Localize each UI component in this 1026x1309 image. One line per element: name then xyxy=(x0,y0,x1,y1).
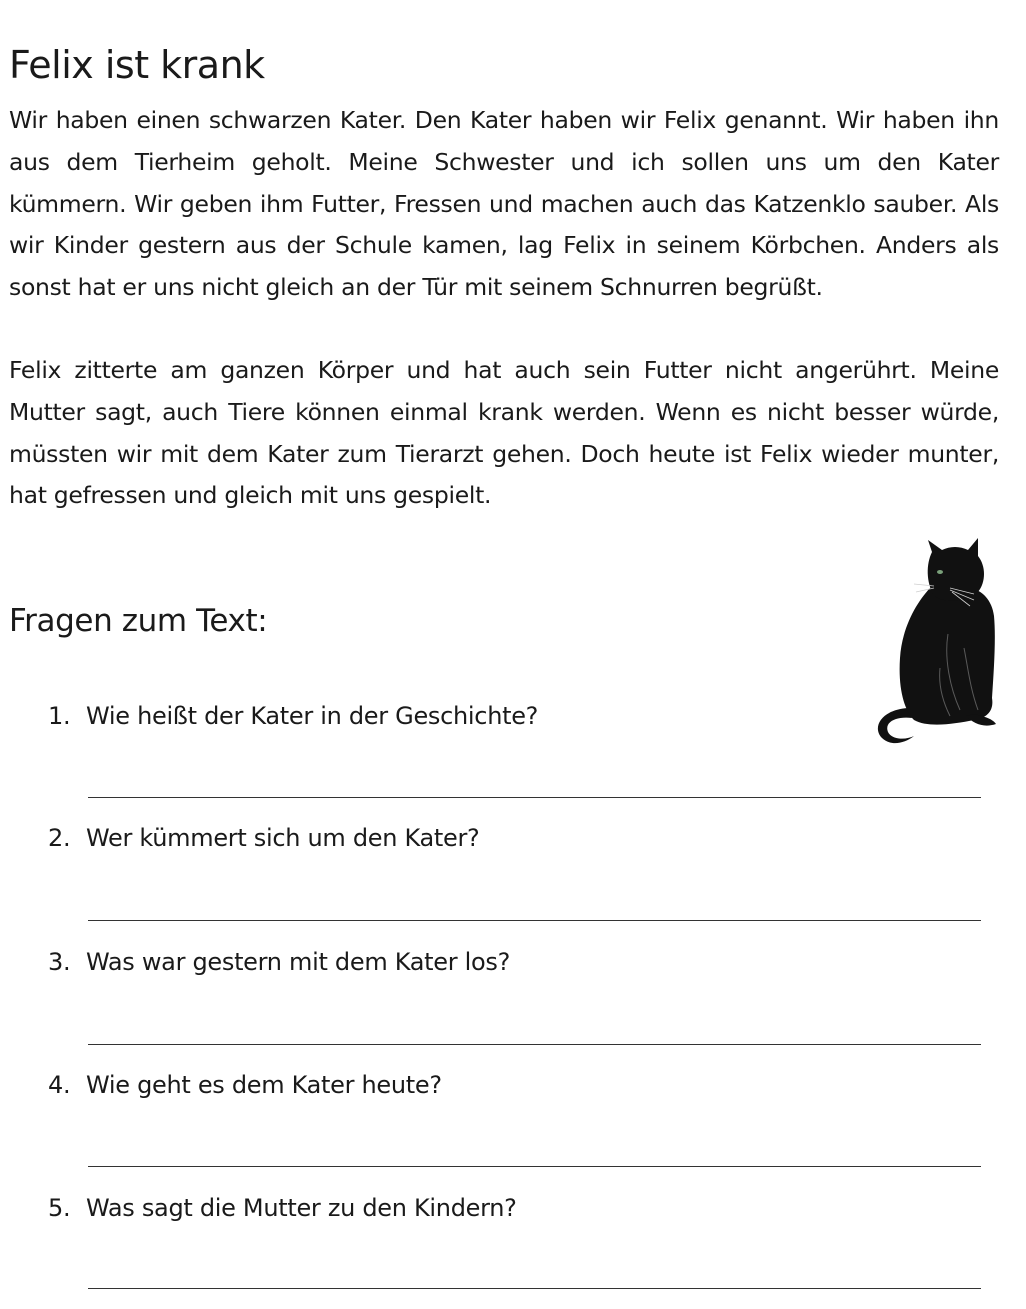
question-4 xyxy=(48,1065,442,1105)
answer-line-5[interactable] xyxy=(88,1288,981,1289)
cat-eye xyxy=(937,570,943,574)
question-number: 2. xyxy=(48,824,71,852)
question-3 xyxy=(48,942,510,982)
question-2 xyxy=(48,818,479,858)
worksheet-title: Felix ist krank xyxy=(9,43,265,87)
answer-line-4[interactable] xyxy=(88,1166,981,1167)
question-1 xyxy=(48,696,538,736)
question-text: Was war gestern mit dem Kater los? xyxy=(86,948,511,976)
question-text: Wie geht es dem Kater heute? xyxy=(86,1071,442,1099)
answer-line-3[interactable] xyxy=(88,1044,981,1045)
question-text: Was sagt die Mutter zu den Kindern? xyxy=(86,1194,517,1222)
story-paragraph-2: Felix zitterte am ganzen Körper und hat auch sein Futter nicht angerührt. Meine Mutter sagt, auch Tiere können einmal krank werden. Wenn es nicht besser würde, müssten wir mit dem Kater zum Tierarzt gehen. Doch heute ist Felix wieder munter, hat gefressen und gleich mit uns gespielt. xyxy=(9,356,999,510)
question-number: 4. xyxy=(48,1071,71,1099)
story-paragraph-1: Wir haben einen schwarzen Kater. Den Kater haben wir Felix genannt. Wir haben ihn aus dem Tierheim geholt. Meine Schwester und ich sollen uns um den Kater kümmern. Wir geben ihm Futter, Fressen und machen auch das Katzenklo sauber. Als wir Kinder gestern aus der Schule kamen, lag Felix in seinem Körbchen. Anders als sonst hat er uns nicht gleich an der Tür mit seinem Schnurren begrüßt. xyxy=(9,106,999,302)
question-number: 1. xyxy=(48,702,71,730)
question-number: 3. xyxy=(48,948,71,976)
answer-line-1[interactable] xyxy=(88,797,981,798)
question-number: 5. xyxy=(48,1194,71,1222)
black-cat-icon xyxy=(870,538,1000,750)
questions-heading: Fragen zum Text: xyxy=(9,603,268,639)
answer-line-2[interactable] xyxy=(88,920,981,921)
cat-head xyxy=(928,538,984,601)
cat-tail xyxy=(878,708,914,743)
question-text: Wer kümmert sich um den Kater? xyxy=(86,824,480,852)
question-text: Wie heißt der Kater in der Geschichte? xyxy=(86,702,539,730)
question-5 xyxy=(48,1188,517,1228)
